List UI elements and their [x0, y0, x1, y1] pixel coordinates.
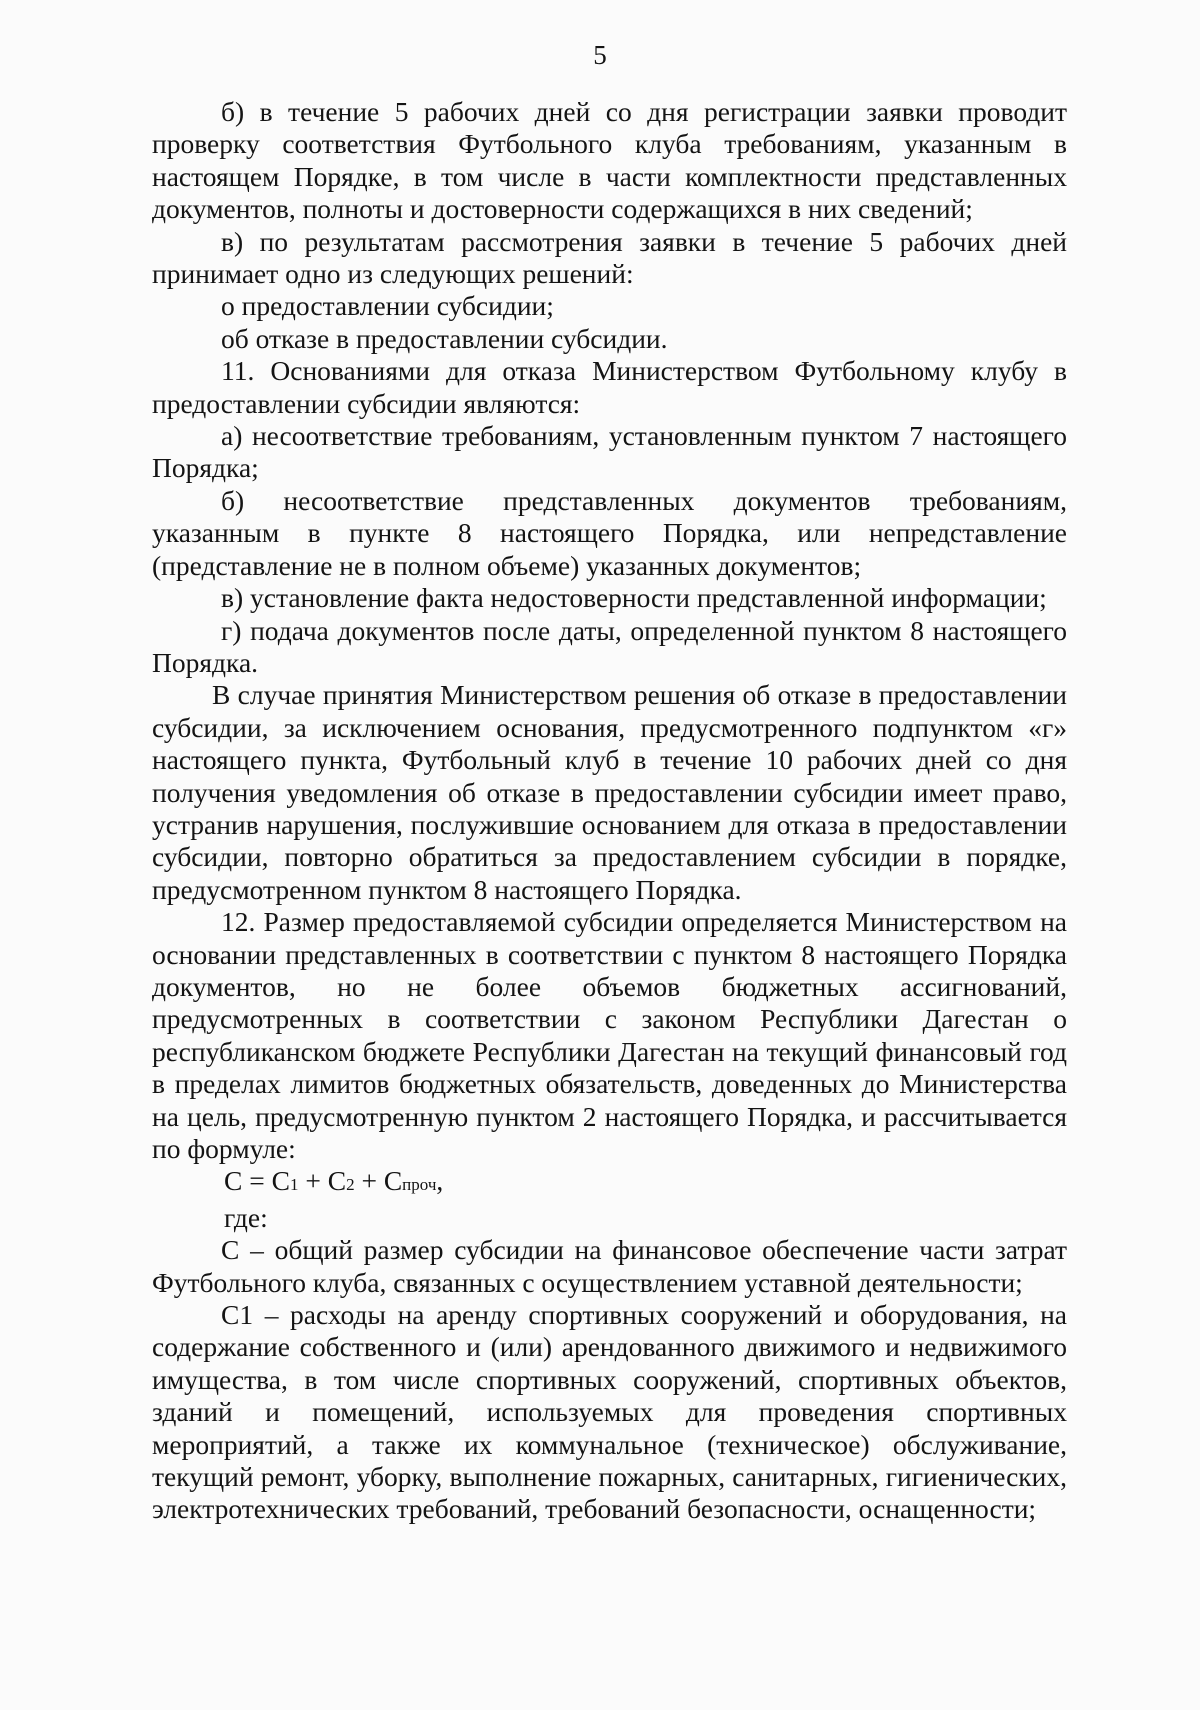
- definition-c: С – общий размер субсидии на финансовое обеспечение части затрат Футбольного клуба, связанных с осуществлением уставной деятельности;: [152, 1234, 1067, 1298]
- decision-option-grant: о предоставлении субсидии;: [221, 290, 554, 322]
- definition-c1: С1 – расходы на аренду спортивных сооружений и оборудования, на содержание собственного и (или) арендованного движимого и недвижимого имущества, в том числе спортивных сооружений, спортивных объектов, зданий и помещений, используемых для проведения спортивных мероприятий, а также их коммунальное (техническое) обслуживание, текущий ремонт, уборку, выполнение пожарных, санитарных, гигиенических, электротехнических требований, требований безопасности, оснащенности;: [152, 1299, 1067, 1525]
- paragraph-11a: а) несоответствие требованиям, установленным пунктом 7 настоящего Порядка;: [152, 420, 1067, 484]
- paragraph-12: 12. Размер предоставляемой субсидии определяется Министерством на основании представленных в соответствии с пунктом 8 настоящего Порядка документов, но не более объемов бюджетных ассигнований, предусмотренных в соответствии с законом Республики Дагестан о республиканском бюджете Республики Дагестан на текущий финансовый год в пределах лимитов бюджетных обязательств, доведенных до Министерства на цель, предусмотренную пунктом 2 настоящего Порядка, и рассчитывается по формуле:: [152, 906, 1067, 1164]
- paragraph-refusal-case: В случае принятия Министерством решения об отказе в предоставлении субсидии, за исключением основания, предусмотренного подпунктом «г» настоящего пункта, Футбольный клуб в течение 10 рабочих дней со дня получения уведомления об отказе в предоставлении субсидии имеет право, устранив нарушения, послужившие основанием для отказа в предоставлении субсидии, повторно обратиться за предоставлением субсидии в порядке, предусмотренном пунктом 8 настоящего Порядка.: [152, 679, 1067, 905]
- document-body: [152, 96, 1067, 1526]
- paragraph-11c: в) установление факта недостоверности представленной информации;: [221, 582, 1047, 614]
- paragraph-10c: в) по результатам рассмотрения заявки в течение 5 рабочих дней принимает одно из следующих решений:: [152, 225, 1067, 290]
- paragraph-10b: б) в течение 5 рабочих дней со дня регистрации заявки проводит проверку соответствия Футбольного клуба требованиям, указанным в настоящем Порядке, в том числе в части комплектности представленных документов, полноты и достоверности содержащихся в них сведений;: [152, 96, 1067, 225]
- paragraph-11: 11. Основаниями для отказа Министерством Футбольному клубу в предоставлении субсидии являются:: [152, 355, 1067, 419]
- subsidy-formula: С = С1 + С2 + Спроч,: [224, 1165, 444, 1197]
- where-label: где:: [224, 1201, 268, 1233]
- page-number: 5: [593, 40, 607, 70]
- paragraph-11b: б) несоответствие представленных документов требованиям, указанным в пункте 8 настоящего Порядка, или непредставление (представление не в полном объеме) указанных документов;: [152, 484, 1067, 581]
- paragraph-11d: г) подача документов после даты, определенной пунктом 8 настоящего Порядка.: [152, 614, 1067, 678]
- decision-option-refusal: об отказе в предоставлении субсидии.: [221, 322, 668, 354]
